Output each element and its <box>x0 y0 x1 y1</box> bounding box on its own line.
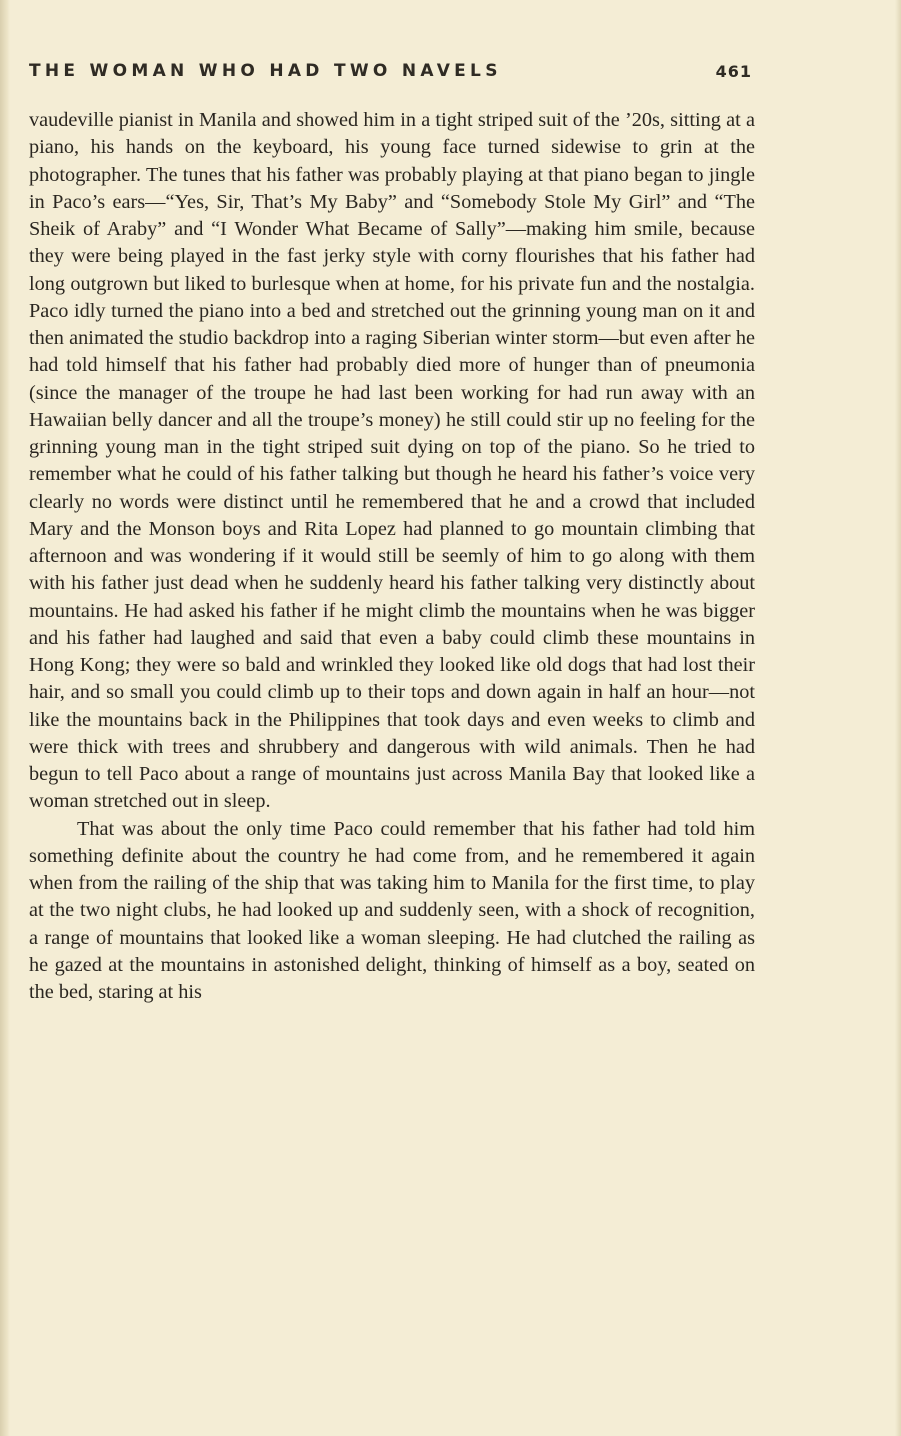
page-header <box>29 58 752 84</box>
paragraph-2: That was about the only time Paco could remember that his father had told him something definite about the country he had come from, and he remembered it again when from the railing of the ship that was taking him to Manila for the first time, to play at the two night clubs, he had looked up and suddenly seen, with a shock of recognition, a range of mountains that looked like a woman sleeping. He had clutched the railing as he gazed at the mountains in astonished delight, thinking of himself as a boy, seated on the bed, staring at his <box>29 817 755 1003</box>
running-head: THE WOMAN WHO HAD TWO NAVELS <box>29 61 502 81</box>
body-text <box>29 107 755 1006</box>
paragraph-1: vaudeville pianist in Manila and showed him in a tight striped suit of the ’20s, sitting at a piano, his hands on the keyboard, his young face turned sidewise to grin at the photographer. The tunes that his father was probably playing at that piano began to jingle in Paco’s ears—“Yes, Sir, That’s My Baby” and “Somebody Stole My Girl” and “The Sheik of Araby” and “I Wonder What Became of Sally”—making him smile, because they were being played in the fast jerky style with corny flourishes that his father had long outgrown but liked to burlesque when at home, for his private fun and the nostalgia. Paco idly turned the piano into a bed and stretched out the grinning young man on it and then animated the studio backdrop into a raging Siberian winter storm—but even after he had told himself that his father had probably died more of hunger than of pneumonia (since the manager of the troupe he had last been working for had run away with an Hawaiian belly dancer and all the troupe’s money) he still could stir up no feeling for the grinning young man in the tight striped suit dying on top of the piano. So he tried to remember what he could of his father talking but though he heard his father’s voice very clearly no words were distinct until he remembered that he and a crowd that included Mary and the Monson boys and Rita Lopez had planned to go mountain climbing that afternoon and was wondering if it would still be seemly of him to go along with them with his father just dead when he suddenly heard his father talking very distinctly about mountains. He had asked his father if he might climb the mountains when he was bigger and his father had laughed and said that even a baby could climb these mountains in Hong Kong; they were so bald and wrinkled they looked like old dogs that had lost their hair, and so small you could climb up to their tops and down again in half an hour—not like the mountains back in the Philippines that took days and even weeks to climb and were thick with trees and shrubbery and dangerous with wild animals. Then he had begun to tell Paco about a range of mountains just across Manila Bay that looked like a woman stretched out in sleep. <box>29 109 755 813</box>
page-gutter-shadow <box>0 0 10 1436</box>
page-right-edge <box>895 0 901 1436</box>
page-number: 461 <box>715 61 752 81</box>
